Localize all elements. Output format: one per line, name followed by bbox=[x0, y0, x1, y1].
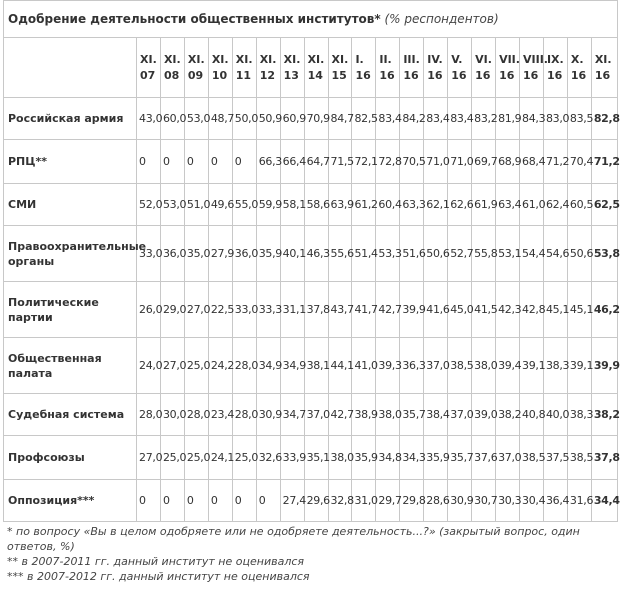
table-cell: 0 bbox=[232, 140, 256, 184]
table-cell: 28,0 bbox=[232, 338, 256, 394]
table-cell: 29,6 bbox=[304, 480, 328, 522]
table-cell: 51,6 bbox=[400, 226, 424, 282]
column-header-year: 16 bbox=[499, 68, 515, 82]
table-cell: 60,0 bbox=[160, 98, 184, 140]
table-cell: 30,9 bbox=[256, 394, 280, 436]
column-header bbox=[256, 38, 280, 98]
table-cell: 37,0 bbox=[304, 394, 328, 436]
table-cell: 42,7 bbox=[328, 394, 352, 436]
table-cell: 38,0 bbox=[472, 338, 496, 394]
column-header bbox=[160, 38, 184, 98]
table-cell: 30,7 bbox=[472, 480, 496, 522]
table-cell: 28,6 bbox=[424, 480, 448, 522]
column-header-month: XI. bbox=[259, 52, 277, 66]
table-cell: 41,7 bbox=[352, 282, 376, 338]
table-cell: 68,9 bbox=[496, 140, 520, 184]
table-cell: 71,2 bbox=[543, 140, 567, 184]
column-header-year: 08 bbox=[163, 68, 180, 82]
table-cell: 58,6 bbox=[304, 184, 328, 226]
table-subtitle: (% респондентов) bbox=[384, 12, 499, 26]
table-cell: 63,4 bbox=[496, 184, 520, 226]
table-cell: 38,2 bbox=[496, 394, 520, 436]
column-header bbox=[137, 38, 161, 98]
table-cell: 55,8 bbox=[472, 226, 496, 282]
table-cell: 37,5 bbox=[543, 436, 567, 480]
column-header-month: X. bbox=[570, 52, 584, 66]
column-header-month: IX. bbox=[546, 52, 564, 66]
table-cell: 31,1 bbox=[280, 282, 304, 338]
table-cell: 61,0 bbox=[520, 184, 544, 226]
table-cell: 83,4 bbox=[424, 98, 448, 140]
column-header-year: 16 bbox=[451, 68, 467, 82]
column-header-year: 16 bbox=[570, 68, 587, 82]
table-cell: 40,8 bbox=[520, 394, 544, 436]
table-cell: 38,9 bbox=[352, 394, 376, 436]
table-cell: 69,7 bbox=[472, 140, 496, 184]
table-cell: 60,9 bbox=[280, 98, 304, 140]
footnotes bbox=[3, 522, 617, 584]
row-label: РПЦ** bbox=[4, 140, 137, 184]
table-cell: 46,2 bbox=[591, 282, 617, 338]
table-cell: 64,7 bbox=[304, 140, 328, 184]
table-cell: 29,8 bbox=[400, 480, 424, 522]
table-cell: 38,5 bbox=[567, 436, 591, 480]
table-cell: 52,7 bbox=[448, 226, 472, 282]
table-cell: 32,8 bbox=[328, 480, 352, 522]
table-cell: 38,5 bbox=[448, 338, 472, 394]
table-cell: 50,6 bbox=[424, 226, 448, 282]
table-cell: 27,0 bbox=[184, 282, 208, 338]
column-header bbox=[376, 38, 400, 98]
column-header bbox=[304, 38, 328, 98]
table-cell: 24,2 bbox=[208, 338, 232, 394]
column-header-year: 16 bbox=[427, 68, 443, 82]
table-cell: 32,6 bbox=[256, 436, 280, 480]
table-cell: 38,2 bbox=[591, 394, 617, 436]
table-cell: 39,4 bbox=[496, 338, 520, 394]
table-cell: 28,0 bbox=[184, 394, 208, 436]
table-cell: 59,9 bbox=[256, 184, 280, 226]
table-cell: 29,7 bbox=[376, 480, 400, 522]
row-label: Оппозиция*** bbox=[4, 480, 137, 522]
column-header bbox=[352, 38, 376, 98]
table-cell: 39,3 bbox=[376, 338, 400, 394]
table-cell: 83,0 bbox=[543, 98, 567, 140]
column-header-year: 16 bbox=[523, 68, 539, 82]
column-header bbox=[496, 38, 520, 98]
table-cell: 41,0 bbox=[352, 338, 376, 394]
column-header bbox=[232, 38, 256, 98]
column-header-year: 15 bbox=[331, 68, 347, 82]
column-header-month: XI. bbox=[283, 52, 301, 66]
table-cell: 68,4 bbox=[520, 140, 544, 184]
table-cell: 25,0 bbox=[160, 436, 184, 480]
column-header-month: IV. bbox=[427, 52, 443, 66]
table-cell: 33,9 bbox=[280, 436, 304, 480]
table-cell: 62,1 bbox=[424, 184, 448, 226]
table-cell: 24,0 bbox=[137, 338, 161, 394]
column-header-year: 16 bbox=[594, 68, 611, 82]
table-cell: 37,0 bbox=[448, 394, 472, 436]
table-cell: 30,3 bbox=[496, 480, 520, 522]
table-cell: 52,0 bbox=[137, 184, 161, 226]
table-cell: 31,0 bbox=[352, 480, 376, 522]
footnote-3: *** в 2007-2012 гг. данный институт не оценивался bbox=[7, 570, 310, 583]
row-label: Российская армия bbox=[4, 98, 137, 140]
table-cell: 0 bbox=[160, 140, 184, 184]
table-cell: 34,9 bbox=[280, 338, 304, 394]
table-row bbox=[4, 226, 618, 282]
table-cell: 50,6 bbox=[567, 226, 591, 282]
table-cell: 35,0 bbox=[184, 226, 208, 282]
column-header-month: VII. bbox=[499, 52, 520, 66]
table-cell: 41,5 bbox=[472, 282, 496, 338]
table-cell: 41,6 bbox=[424, 282, 448, 338]
column-header-year: 16 bbox=[379, 68, 395, 82]
table-cell: 43,7 bbox=[328, 282, 352, 338]
table-cell: 42,7 bbox=[376, 282, 400, 338]
table-cell: 31,6 bbox=[567, 480, 591, 522]
table-cell: 0 bbox=[208, 140, 232, 184]
table-cell: 43,0 bbox=[137, 98, 161, 140]
table-cell: 40,1 bbox=[280, 226, 304, 282]
table-cell: 37,8 bbox=[591, 436, 617, 480]
table-cell: 0 bbox=[137, 140, 161, 184]
table-cell: 81,9 bbox=[496, 98, 520, 140]
table-cell: 0 bbox=[184, 480, 208, 522]
table-cell: 25,0 bbox=[184, 436, 208, 480]
column-header bbox=[591, 38, 617, 98]
table-cell: 36,3 bbox=[400, 338, 424, 394]
table-cell: 37,0 bbox=[424, 338, 448, 394]
table-row bbox=[4, 436, 618, 480]
table-title bbox=[4, 1, 618, 38]
table-row bbox=[4, 394, 618, 436]
table-cell: 61,2 bbox=[352, 184, 376, 226]
table-cell: 0 bbox=[256, 480, 280, 522]
table-cell: 38,0 bbox=[328, 436, 352, 480]
table-cell: 38,5 bbox=[520, 436, 544, 480]
table-cell: 55,0 bbox=[232, 184, 256, 226]
table-cell: 28,0 bbox=[137, 394, 161, 436]
table-cell: 48,7 bbox=[208, 98, 232, 140]
table-cell: 54,4 bbox=[520, 226, 544, 282]
table-cell: 58,1 bbox=[280, 184, 304, 226]
table-cell: 26,0 bbox=[137, 282, 161, 338]
table-cell: 83,2 bbox=[472, 98, 496, 140]
table-cell: 84,3 bbox=[520, 98, 544, 140]
table-cell: 60,5 bbox=[567, 184, 591, 226]
column-header-year: 16 bbox=[403, 68, 419, 82]
column-header bbox=[184, 38, 208, 98]
table-cell: 35,7 bbox=[400, 394, 424, 436]
table-cell: 66,4 bbox=[280, 140, 304, 184]
column-header-year: 16 bbox=[475, 68, 491, 82]
table-cell: 44,1 bbox=[328, 338, 352, 394]
table-cell: 36,0 bbox=[160, 226, 184, 282]
table-cell: 45,1 bbox=[567, 282, 591, 338]
table-cell: 71,2 bbox=[591, 140, 617, 184]
column-header-month: XI. bbox=[163, 52, 181, 66]
table-cell: 22,5 bbox=[208, 282, 232, 338]
column-header-month: VIII. bbox=[523, 52, 548, 66]
table-cell: 0 bbox=[160, 480, 184, 522]
table-cell: 40,0 bbox=[543, 394, 567, 436]
table-cell: 83,4 bbox=[448, 98, 472, 140]
column-header-month: I. bbox=[355, 52, 364, 66]
column-header-month: XI. bbox=[211, 52, 229, 66]
table-cell: 37,8 bbox=[304, 282, 328, 338]
table-cell: 35,1 bbox=[304, 436, 328, 480]
table-title-text: Одобрение деятельности общественных институтов* bbox=[8, 12, 381, 26]
table-cell: 24,1 bbox=[208, 436, 232, 480]
table-cell: 33,0 bbox=[137, 226, 161, 282]
table-cell: 83,5 bbox=[567, 98, 591, 140]
table-cell: 46,3 bbox=[304, 226, 328, 282]
table-cell: 62,6 bbox=[448, 184, 472, 226]
table-cell: 63,9 bbox=[328, 184, 352, 226]
column-header-month: III. bbox=[403, 52, 420, 66]
table-cell: 28,0 bbox=[232, 394, 256, 436]
column-header-year: 16 bbox=[355, 68, 371, 82]
table-cell: 39,1 bbox=[520, 338, 544, 394]
header-corner bbox=[4, 38, 137, 98]
table-cell: 71,0 bbox=[448, 140, 472, 184]
column-header-year: 09 bbox=[187, 68, 204, 82]
approval-table bbox=[3, 0, 618, 522]
table-cell: 42,3 bbox=[496, 282, 520, 338]
table-cell: 37,0 bbox=[496, 436, 520, 480]
column-header-month: VI. bbox=[475, 52, 492, 66]
column-header-month: XI. bbox=[187, 52, 205, 66]
table-cell: 62,4 bbox=[543, 184, 567, 226]
column-header bbox=[400, 38, 424, 98]
table-cell: 55,6 bbox=[328, 226, 352, 282]
table-cell: 33,3 bbox=[256, 282, 280, 338]
table-cell: 82,8 bbox=[591, 98, 617, 140]
table-cell: 25,0 bbox=[184, 338, 208, 394]
table-cell: 34,7 bbox=[280, 394, 304, 436]
table-cell: 83,4 bbox=[376, 98, 400, 140]
table-cell: 37,6 bbox=[472, 436, 496, 480]
table-cell: 72,8 bbox=[376, 140, 400, 184]
table-cell: 27,0 bbox=[160, 338, 184, 394]
table-cell: 0 bbox=[232, 480, 256, 522]
column-header-month: XI. bbox=[235, 52, 253, 66]
column-header-year: 10 bbox=[211, 68, 228, 82]
column-header bbox=[280, 38, 304, 98]
column-header-month: II. bbox=[379, 52, 392, 66]
table-cell: 23,4 bbox=[208, 394, 232, 436]
column-header bbox=[472, 38, 496, 98]
row-label: Профсоюзы bbox=[4, 436, 137, 480]
table-cell: 25,0 bbox=[232, 436, 256, 480]
table-cell: 45,0 bbox=[448, 282, 472, 338]
column-header bbox=[520, 38, 548, 98]
table-cell: 50,0 bbox=[232, 98, 256, 140]
table-cell: 30,4 bbox=[520, 480, 544, 522]
column-header-year: 14 bbox=[307, 68, 323, 82]
column-header-month: V. bbox=[451, 52, 463, 66]
table-cell: 70,5 bbox=[400, 140, 424, 184]
table-cell: 35,9 bbox=[352, 436, 376, 480]
table-cell: 72,1 bbox=[352, 140, 376, 184]
footnote-2: ** в 2007-2011 гг. данный институт не оценивался bbox=[7, 555, 305, 568]
table-cell: 38,4 bbox=[424, 394, 448, 436]
column-header-month: XI. bbox=[307, 52, 325, 66]
table-cell: 38,3 bbox=[567, 394, 591, 436]
row-label: СМИ bbox=[4, 184, 137, 226]
table-cell: 42,8 bbox=[520, 282, 544, 338]
table-cell: 35,7 bbox=[448, 436, 472, 480]
row-label: Судебная система bbox=[4, 394, 137, 436]
table-cell: 49,6 bbox=[208, 184, 232, 226]
table-cell: 66,3 bbox=[256, 140, 280, 184]
column-header-year: 12 bbox=[259, 68, 275, 82]
column-header bbox=[208, 38, 232, 98]
row-label: Правоохранительные органы bbox=[4, 226, 137, 282]
column-header-month: XI. bbox=[594, 52, 612, 66]
table-cell: 70,4 bbox=[567, 140, 591, 184]
table-title-row bbox=[4, 1, 618, 38]
table-cell: 71,5 bbox=[328, 140, 352, 184]
table-cell: 82,5 bbox=[352, 98, 376, 140]
table-row bbox=[4, 140, 618, 184]
table-cell: 39,0 bbox=[472, 394, 496, 436]
table-cell: 38,0 bbox=[376, 394, 400, 436]
column-header bbox=[448, 38, 472, 98]
page bbox=[3, 0, 620, 584]
table-cell: 45,1 bbox=[543, 282, 567, 338]
table-cell: 54,6 bbox=[543, 226, 567, 282]
column-header-year: 11 bbox=[235, 68, 252, 82]
table-cell: 84,7 bbox=[328, 98, 352, 140]
column-header-month: XI. bbox=[140, 52, 157, 66]
table-cell: 61,9 bbox=[472, 184, 496, 226]
table-cell: 34,8 bbox=[376, 436, 400, 480]
table-cell: 53,0 bbox=[160, 184, 184, 226]
table-row bbox=[4, 282, 618, 338]
table-cell: 39,1 bbox=[567, 338, 591, 394]
column-header bbox=[567, 38, 591, 98]
table-cell: 29,0 bbox=[160, 282, 184, 338]
table-cell: 34,4 bbox=[591, 480, 617, 522]
row-label: Общественная палата bbox=[4, 338, 137, 394]
table-cell: 39,9 bbox=[400, 282, 424, 338]
table-cell: 27,4 bbox=[280, 480, 304, 522]
table-cell: 70,9 bbox=[304, 98, 328, 140]
column-header bbox=[424, 38, 448, 98]
table-header-row bbox=[4, 38, 618, 98]
column-header bbox=[543, 38, 567, 98]
table-cell: 34,3 bbox=[400, 436, 424, 480]
table-cell: 53,8 bbox=[591, 226, 617, 282]
table-cell: 0 bbox=[184, 140, 208, 184]
table-cell: 71,0 bbox=[424, 140, 448, 184]
table-cell: 84,2 bbox=[400, 98, 424, 140]
table-cell: 36,4 bbox=[543, 480, 567, 522]
table-cell: 27,9 bbox=[208, 226, 232, 282]
column-header-year: 07 bbox=[140, 68, 156, 82]
row-label: Политические партии bbox=[4, 282, 137, 338]
table-cell: 35,9 bbox=[424, 436, 448, 480]
table-cell: 0 bbox=[137, 480, 161, 522]
table-cell: 53,3 bbox=[376, 226, 400, 282]
table-cell: 36,0 bbox=[232, 226, 256, 282]
table-cell: 63,3 bbox=[400, 184, 424, 226]
table-cell: 62,5 bbox=[591, 184, 617, 226]
table-cell: 53,1 bbox=[496, 226, 520, 282]
table-cell: 35,9 bbox=[256, 226, 280, 282]
table-row bbox=[4, 98, 618, 140]
table-row bbox=[4, 480, 618, 522]
column-header-year: 13 bbox=[283, 68, 299, 82]
table-cell: 50,9 bbox=[256, 98, 280, 140]
table-cell: 27,0 bbox=[137, 436, 161, 480]
table-row bbox=[4, 338, 618, 394]
table-cell: 30,9 bbox=[448, 480, 472, 522]
footnote-1: * по вопросу «Вы в целом одобряете или не одобряете деятельность...?» (закрытый вопрос, один ответов, %) bbox=[7, 525, 580, 553]
table-cell: 30,0 bbox=[160, 394, 184, 436]
table-cell: 39,9 bbox=[591, 338, 617, 394]
column-header-month: XI. bbox=[331, 52, 349, 66]
table-cell: 38,3 bbox=[543, 338, 567, 394]
column-header bbox=[328, 38, 352, 98]
table-cell: 38,1 bbox=[304, 338, 328, 394]
column-header-year: 16 bbox=[546, 68, 563, 82]
table-cell: 53,0 bbox=[184, 98, 208, 140]
table-cell: 51,0 bbox=[184, 184, 208, 226]
table-cell: 34,9 bbox=[256, 338, 280, 394]
table-cell: 60,4 bbox=[376, 184, 400, 226]
table-cell: 0 bbox=[208, 480, 232, 522]
table-cell: 51,4 bbox=[352, 226, 376, 282]
table-cell: 33,0 bbox=[232, 282, 256, 338]
table-row bbox=[4, 184, 618, 226]
